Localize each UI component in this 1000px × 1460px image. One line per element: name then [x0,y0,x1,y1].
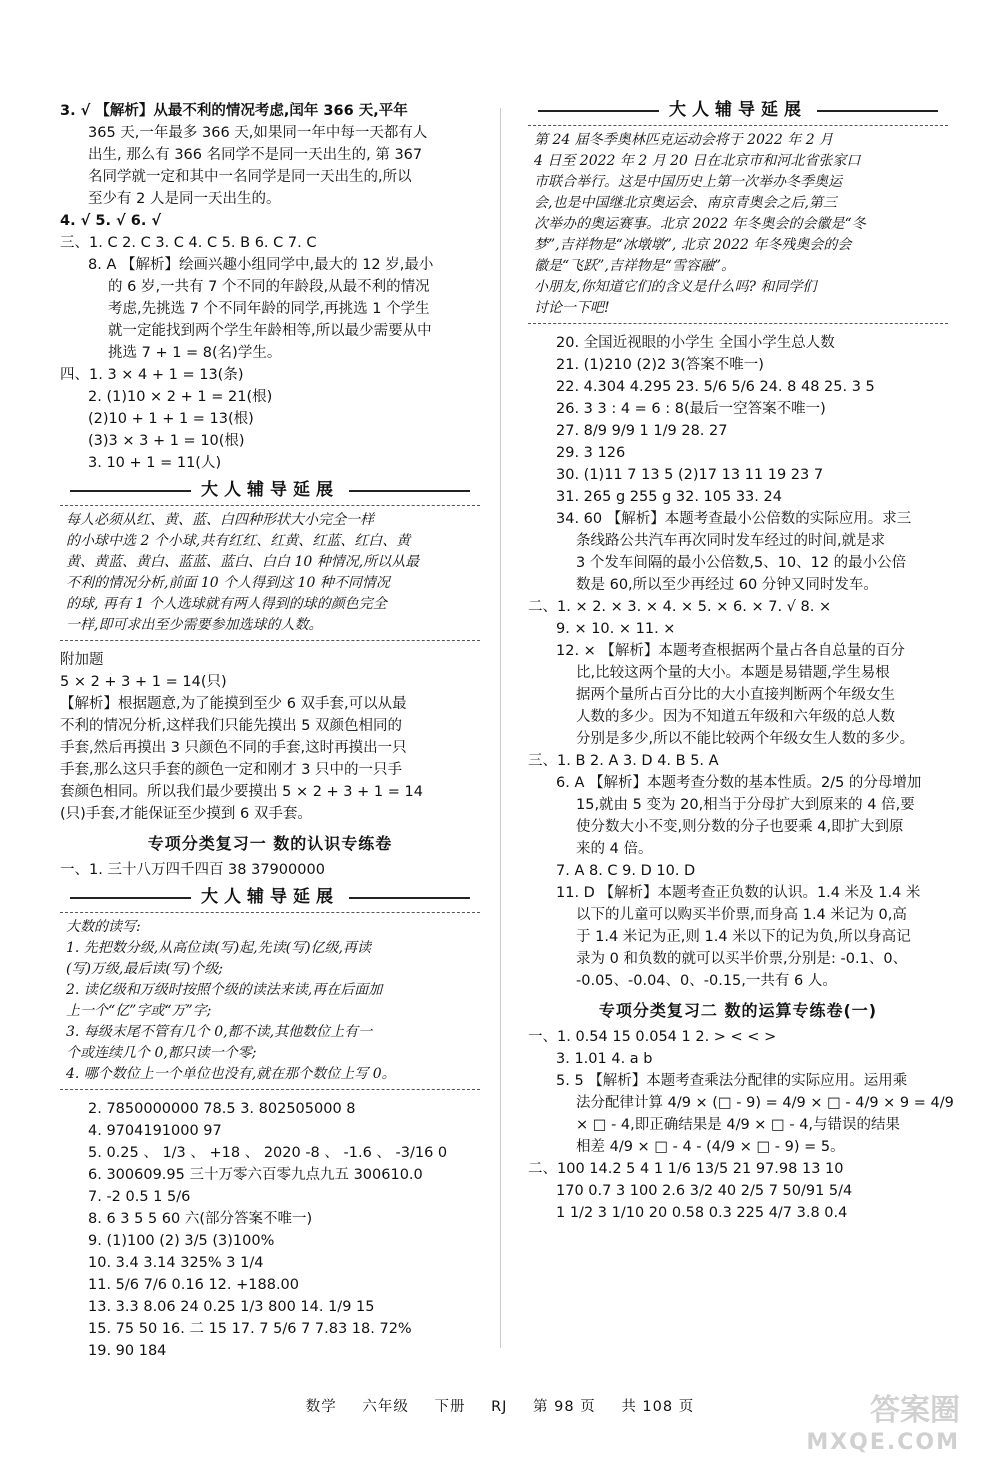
tutoring-text-line: 大数的读写: [66,919,141,935]
tutoring-text-line: 市联合举行。这是中国历史上第一次举办冬季奥运 [534,174,842,190]
answer-line: 21. (1)210 (2)2 3(答案不唯一) [556,357,764,373]
answer-line: 手套,那么这只手套的颜色一定和刚才 3 只中的一只手 [60,762,403,778]
tutoring-text-line: 每人必须从红、黄、蓝、白四种形状大小完全一样 [66,512,374,528]
tutoring-text-line: 个或连续几个 0,都只读一个零; [66,1045,257,1061]
tutoring-box-body [60,505,480,641]
bonus-question-block [60,649,480,825]
footer-grade: 六年级 [362,1399,409,1415]
answer-line: 条线路公共汽车再次同时发车经过的时间,就是求 [576,533,886,549]
answer-line: 3 个发车间隔的最小公倍数,5、10、12 的最小公倍 [576,555,907,571]
answer-line: 12. × 【解析】本题考查根据两个量占各自总量的百分 [556,643,905,659]
answer-line: -0.05、-0.04、0、-0.15,一共有 6 人。 [576,973,837,989]
tutoring-text-line: 会,也是中国继北京奥运会、南京青奥会之后,第三 [534,195,837,211]
tutoring-text-line: 上一个“亿”字或“万”字; [66,1003,212,1019]
answer-line: 1 1/2 3 1/10 20 0.58 0.3 225 4/7 3.8 0.4 [556,1205,848,1221]
answer-line: 以下的儿童可以购买半价票,而身高 1.4 米记为 0,高 [576,907,907,923]
watermark-logo [806,1395,960,1459]
footer-total: 共 108 页 [621,1399,695,1415]
tutoring-text-line: 的球, 再有 1 个人选球就有两人得到的球的颜色完全 [66,596,387,612]
answer-line: 170 0.7 3 100 2.6 3/2 40 2/5 7 50/91 5/4 [556,1183,853,1199]
answer-line: 套颜色相同。所以我们最少要摸出 5 × 2 + 3 + 1 = 14 [60,784,423,800]
footer-term: 下册 [434,1399,466,1415]
tutoring-box-body [60,912,480,1090]
answer-line: 9. × 10. × 11. × [556,621,676,637]
tutoring-text-line: 不利的情况分析,前面 10 个人得到这 10 种不同情况 [66,575,390,591]
answer-line: (3)3 × 3 + 1 = 10(根) [88,433,245,449]
answer-line: 录为 0 和负数的就可以买半价票,分别是: -0.1、0、 [576,951,908,967]
answer-line: 四、1. 3 × 4 + 1 = 13(条) [60,367,244,383]
answer-line: 20. 全国近视眼的小学生 全国小学生总人数 [556,335,835,351]
answer-line: 法分配律计算 4/9 × (□ - 9) = 4/9 × □ - 4/9 × 9 = 4/9 [576,1095,954,1111]
answer-line: 10. 3.4 3.14 325% 3 1/4 [88,1255,264,1271]
answer-line: 26. 3 3 : 4 = 6 : 8(最后一空答案不唯一) [556,401,826,417]
answer-line: 22. 4.304 4.295 23. 5/6 5/6 24. 8 48 25. 3 5 [556,379,875,395]
tutoring-text-line: 的小球中选 2 个小球,共有红红、红黄、红蓝、红白、黄 [66,533,411,549]
answer-line: 5. 5 【解析】本题考查乘法分配律的实际应用。运用乘 [556,1073,908,1089]
tutoring-text-line: 1. 先把数分级,从高位读(写)起,先读(写)亿级,再读 [66,940,372,956]
answer-line: 4. 9704191000 97 [88,1123,222,1139]
answer-line: 30. (1)11 7 13 5 (2)17 13 11 19 23 7 [556,467,824,483]
answer-line: 数是 60,所以至少再经过 60 分钟又同时发车。 [576,577,878,593]
answer-line: 5. 0.25 、 1/3 、 +18 、 2020 -8 、 -1.6 、 -3/16 0 [88,1145,448,1161]
answer-line: 27. 8/9 9/9 1 1/9 28. 27 [556,423,728,439]
answer-line: 11. 5/6 7/6 0.16̇ 12. +188.00 [88,1277,300,1293]
tutoring-text-line: 4. 哪个数位上一个单位也没有,就在那个数位上写 0。 [66,1066,396,1082]
tutoring-box-title: 大人辅导延展 [60,480,480,501]
tutoring-box [60,480,480,641]
answer-line: 34. 60 【解析】本题考查最小公倍数的实际应用。求三 [556,511,912,527]
tutoring-text-line: 讨论一下吧! [534,300,610,316]
tutoring-text-line: 次举办的奥运赛事。北京 2022 年冬奥会的会徽是“冬 [534,216,866,232]
answer-line: 人数的多少。因为不知道五年级和六年级的总人数 [576,709,895,725]
answer-line: 2. (1)10 × 2 + 1 = 21(根) [88,389,273,405]
answer-block [528,332,948,992]
section-title: 专项分类复习二 数的运算专练卷(一) [598,1001,878,1020]
answer-line: 三、1. C 2. C 3. C 4. C 5. B 6. C 7. C [60,235,317,251]
tutoring-text-line: 3. 每级末尾不管有几个 0,都不读,其他数位上有一 [66,1024,373,1040]
watermark-url: MXQE.COM [806,1430,960,1455]
tutoring-text-line: 黄、黄蓝、黄白、蓝蓝、蓝白、白白 10 种情况,所以从最 [66,554,420,570]
right-column [528,100,954,1224]
answer-line: 3. 1.01 4. a b [556,1051,653,1067]
tutoring-box-title: 大人辅导延展 [528,100,948,121]
tutoring-text-line: 第 24 届冬季奥林匹克运动会将于 2022 年 2 月 [534,132,834,148]
answer-line: 29. 3 126 [556,445,626,461]
answer-line: 来的 4 倍。 [576,841,653,857]
answer-line: 二、100 14.2 5 4 1 1/6 13/5 21 97.98 13 10 [528,1161,844,1177]
answer-line: 于 1.4 米记为正,则 1.4 米以下的记为负,所以身高记 [576,929,911,945]
answer-line: 9. (1)100 (2) 3/5 (3)100% [88,1233,275,1249]
answer-line: 3. 10 + 1 = 11(人) [88,455,222,471]
answer-line: 的 6 岁,一共有 7 个不同的年龄段,从最不利的情况 [108,279,430,295]
section-title: 专项分类复习一 数的认识专练卷 [147,834,393,853]
answer-line: 不利的情况分析,这样我们只能先摸出 5 双颜色相同的 [60,718,403,734]
answer-line: 使分数大小不变,则分数的分子也要乘 4,即扩大到原 [576,819,904,835]
answer-block [528,1026,954,1224]
answer-line: 15. 75 50 16. 二 15 17. 7 5/6 7 7.83 18. 72% [88,1321,412,1337]
answer-line: 出生, 那么有 366 名同学不是同一天出生的, 第 367 [88,147,423,163]
footer-subject: 数学 [305,1399,337,1415]
answer-line: (只)手套,才能保证至少摸到 6 双手套。 [60,806,312,822]
footer-page: 第 98 页 [533,1399,596,1415]
tutoring-text-line: 4 日至 2022 年 2 月 20 日在北京市和河北省张家口 [534,153,861,169]
column-divider [500,108,501,1348]
answer-line: 31. 265 g 255 g 32. 105 33. 24 [556,489,782,505]
answer-line: 据两个量所占百分比的大小直接判断两个年级女生 [576,687,895,703]
tutoring-text-line: (写)万级,最后读(写)个级; [66,961,224,977]
answer-block [60,1098,480,1362]
answer-line: 二、1. × 2. × 3. × 4. × 5. × 6. × 7. √ 8. × [528,599,832,615]
answer-line: 手套,然后再摸出 3 只颜色不同的手套,这时再摸出一只 [60,740,407,756]
answer-line: 8. 6 3 5 5 60 六(部分答案不唯一) [88,1211,313,1227]
answer-line: 6. 300609.95 三十万零六百零九点九五 300610.0 [88,1167,423,1183]
watermark-text: 答案圈 [870,1393,960,1428]
answer-line: 三、1. B 2. A 3. D 4. B 5. A [528,753,719,769]
answer-line: 7. A 8. C 9. D 10. D [556,863,696,879]
tutoring-box-body [528,125,948,324]
answer-line: 附加题 [60,652,104,668]
tutoring-text-line: 梦”,吉祥物是“冰墩墩”, 北京 2022 年冬残奥会的会 [534,237,852,253]
answer-line: 相差 4/9 × □ - 4 - (4/9 × □ - 9) = 5。 [576,1139,845,1155]
answer-line: 至少有 2 人是同一天出生的。 [88,191,281,207]
answer-line: 7. -2 0.5 1 5/6 [88,1189,191,1205]
answer-line: 比,比较这两个量的大小。本题是易错题,学生易根 [576,665,890,681]
answer-line: × □ - 4,即正确结果是 4/9 × □ - 4,与错误的结果 [576,1117,901,1133]
tutoring-box [60,887,480,1090]
answer-line: 挑选 7 + 1 = 8(名)学生。 [108,345,282,361]
answer-line: 5 × 2 + 3 + 1 = 14(只) [60,674,227,690]
answer-line: (2)10 + 1 + 1 = 13(根) [88,411,254,427]
answer-line: 6. A 【解析】本题考查分数的基本性质。2/5 的分母增加 [556,775,922,791]
answer-line: 4. √ 5. √ 6. √ [60,213,162,229]
answer-line: 11. D 【解析】本题考查正负数的认识。1.4 米及 1.4 米 [556,885,921,901]
tutoring-text-line: 徽是“飞跃”,吉祥物是“雪容融”。 [534,258,736,274]
answer-line: 【解析】根据题意,为了能摸到至少 6 双手套,可以从最 [60,696,407,712]
left-column [60,100,480,1362]
answer-line: 8. A 【解析】绘画兴趣小组同学中,最大的 12 岁,最小 [88,257,434,273]
answer-line: 就一定能找到两个学生年龄相等,所以最少需要从中 [108,323,432,339]
answer-line: 13. 3.3 8.06 24 0.25 1/3 800 14. 1/9 15 [88,1299,375,1315]
answer-line: 15,就由 5 变为 20,相当于分母扩大到原来的 4 倍,要 [576,797,915,813]
answer-line: 分别是多少,所以不能比较两个年级女生人数的多少。 [576,731,915,747]
answer-line: 365 天,一年最多 366 天,如果同一年中每一天都有人 [88,125,428,141]
answer-line: 考虑,先挑选 7 个不同年龄的同学,再挑选 1 个学生 [108,301,430,317]
tutoring-box [528,100,948,324]
tutoring-text-line: 一样,即可求出至少需要参加选球的人数。 [66,617,323,633]
answer-line: 一、1. 三十八万四千四百 38 37900000 [60,862,325,878]
answer-line: 3. √ 【解析】从最不利的情况考虑,闰年 366 天,平年 [60,103,408,119]
footer-edition: RJ [491,1399,508,1415]
tutoring-text-line: 2. 读亿级和万级时按照个级的读法来读,再在后面加 [66,982,383,998]
answer-line: 名同学就一定和其中一名同学是同一天出生的,所以 [88,169,412,185]
answer-block [60,100,480,474]
tutoring-box-title: 大人辅导延展 [60,887,480,908]
answer-line: 一、1. 0.54 15 0.054 1 2. > < < > [528,1029,777,1045]
answer-line: 2. 7850000000 78.5 3. 802505000 8 [88,1101,356,1117]
tutoring-text-line: 小朋友,你知道它们的含义是什么吗? 和同学们 [534,279,817,295]
answer-line: 19. 90 184 [88,1343,167,1359]
